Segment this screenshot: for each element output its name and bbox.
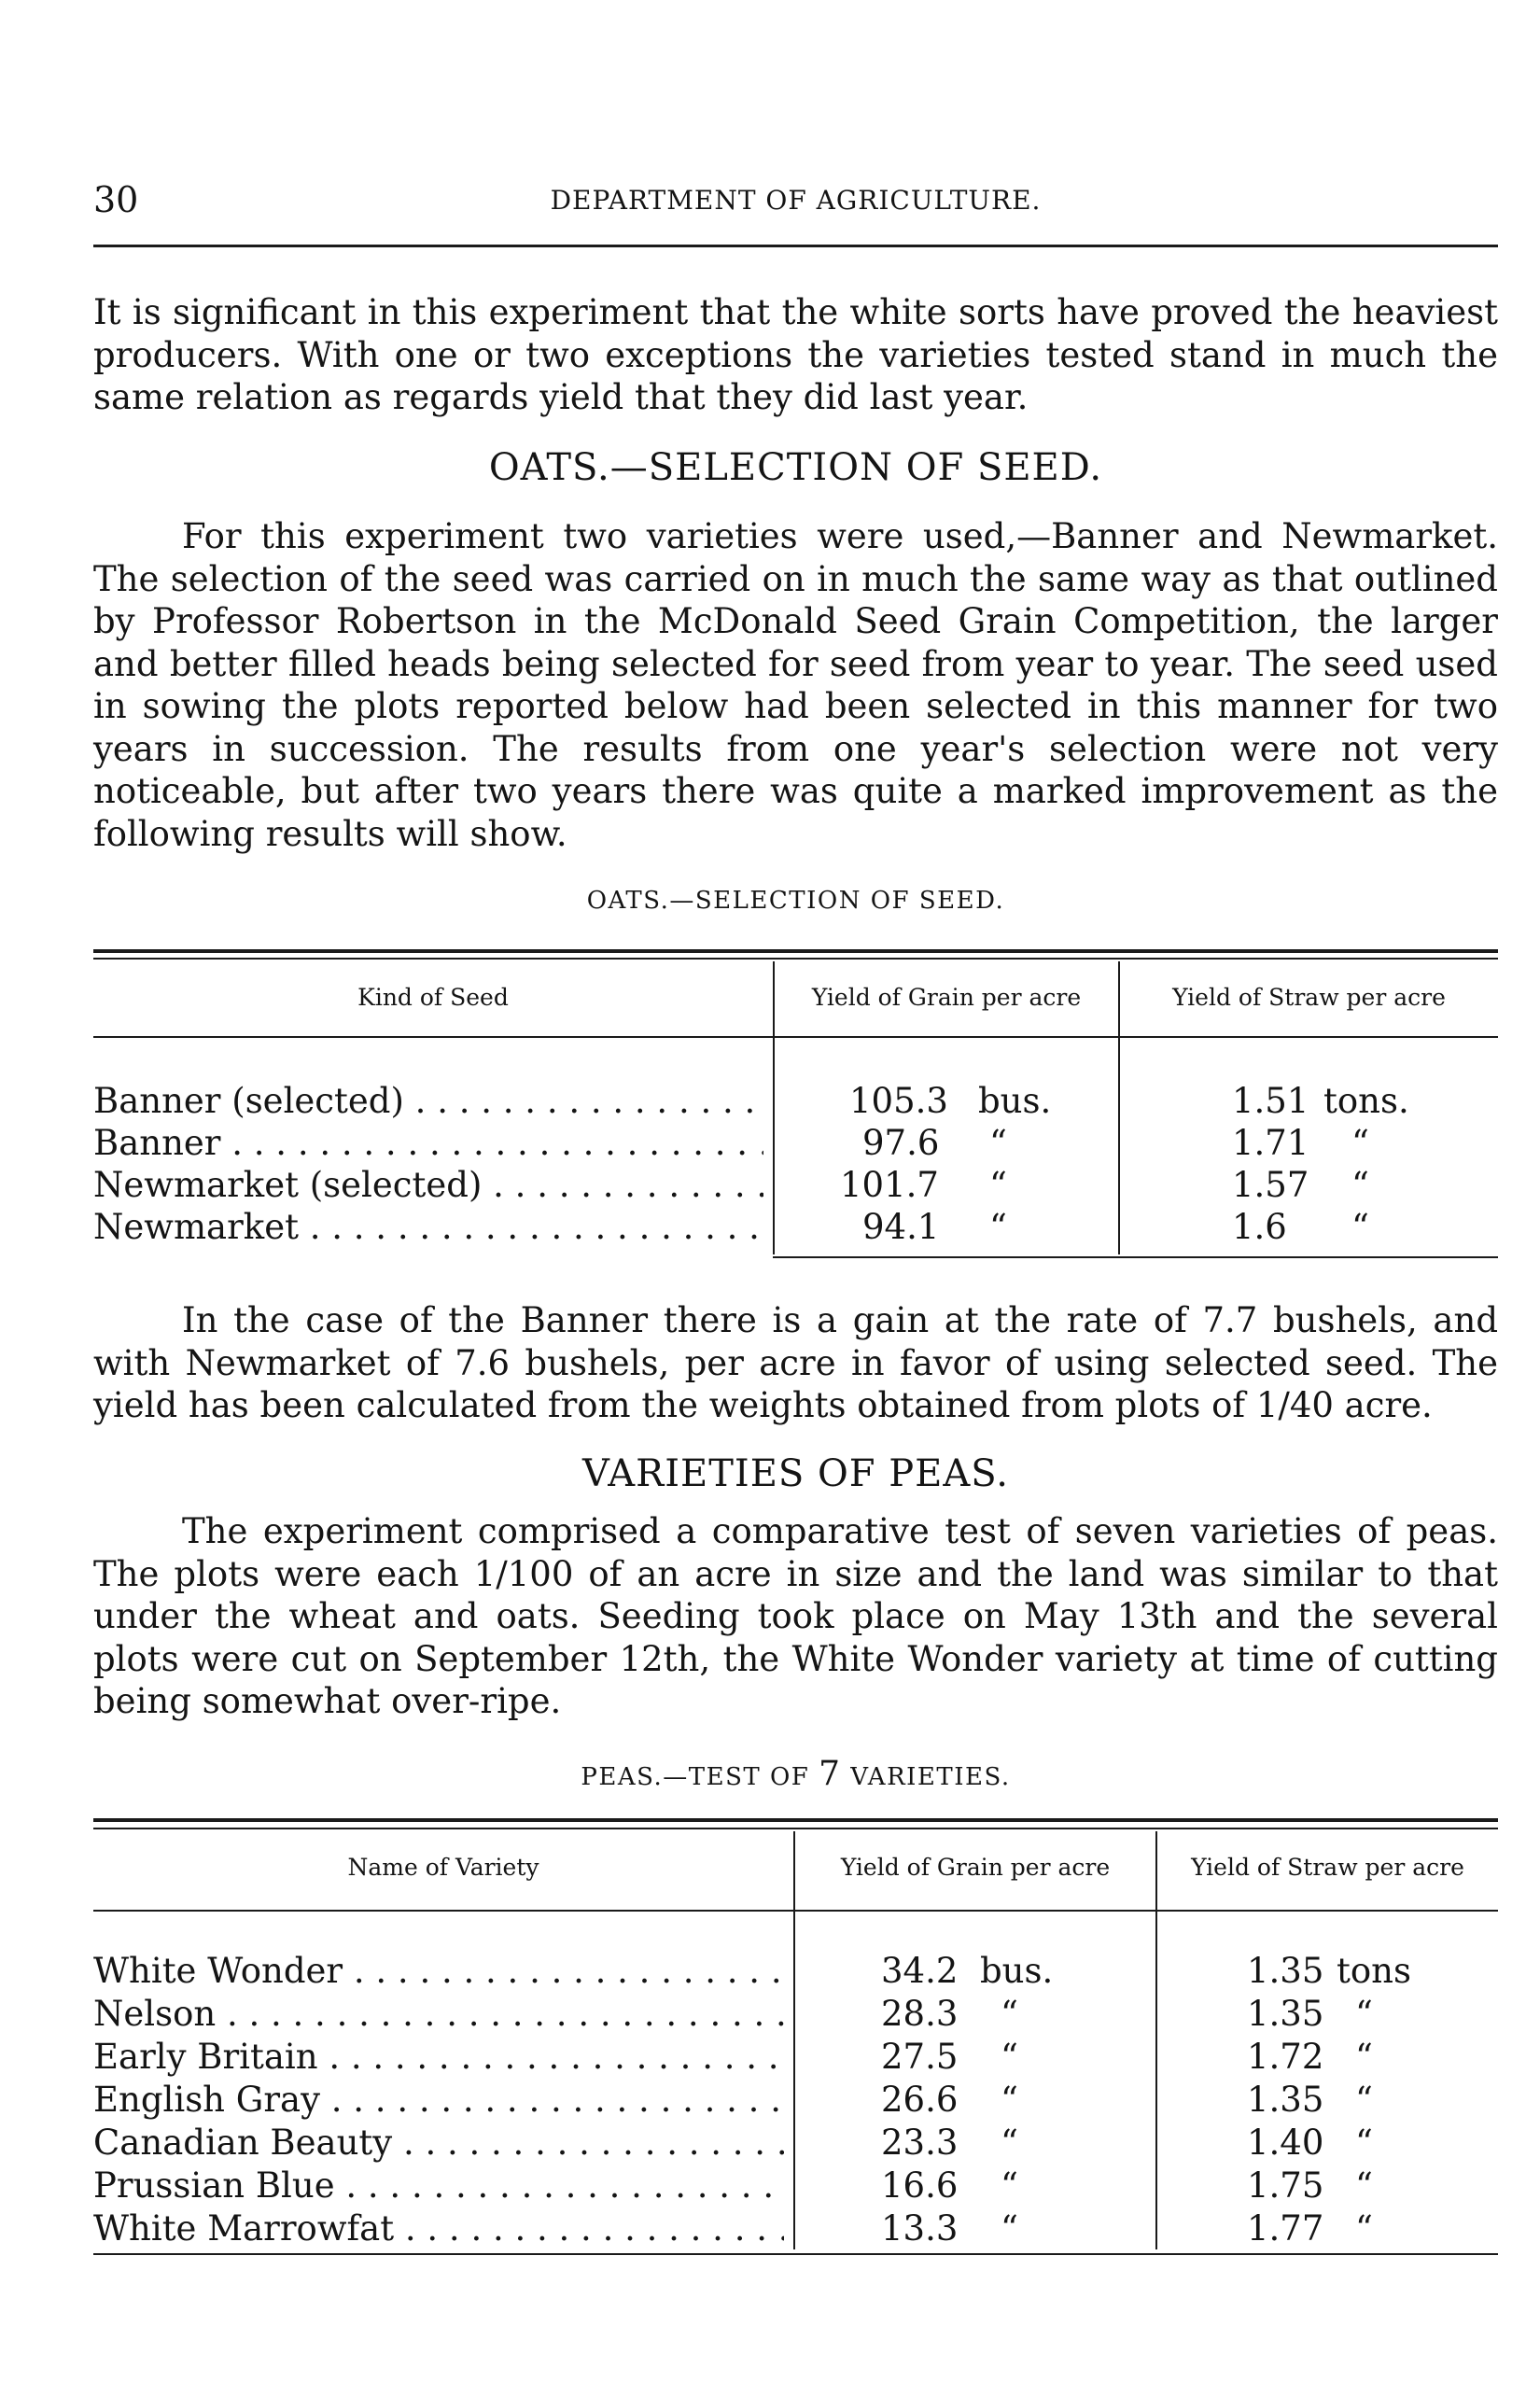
oats-table-title: OATS.—SELECTION OF SEED. — [586, 887, 1005, 915]
variety-name: White Marrowfat . . . — [93, 2208, 784, 2249]
variety-name: Banner (selected) . . . — [93, 1081, 763, 1121]
table-top-rule — [93, 1818, 1498, 1822]
header-bottom-rule — [93, 1910, 1498, 1912]
peas-paragraph: The experiment comprised a comparative test of seven varieties of peas. The plots were each 1/100 of an acre in size and the land was similar to that under the wheat and oats. Seeding took place on May 13th and the several plots were cut on September 12th, the White Wonder variety at time of cutting being somewhat over-ripe. — [93, 1511, 1498, 1721]
oats-after-paragraph: In the case of the Banner there is a gain at the rate of 7.7 bushels, and with Newmarket of 7.6 bushels, per acre in favor of using selected seed. The yield has been calculated from the weights obtained from plots of 1/40 acre. — [93, 1300, 1498, 1425]
straw-yield: 1.71 — [1232, 1123, 1309, 1163]
peas-section-heading: VARIETIES OF PEAS. — [582, 1452, 1009, 1495]
page-number: 30 — [93, 179, 139, 220]
table-bottom-rule — [93, 2253, 1498, 2255]
grain-yield: 105.3 — [849, 1081, 948, 1121]
variety-name: Prussian Blue . . . — [93, 2165, 784, 2206]
straw-unit: “ — [1355, 2165, 1373, 2206]
straw-unit: “ — [1351, 1207, 1369, 1247]
straw-yield: 1.75 — [1247, 2165, 1324, 2206]
variety-name: Banner . . . — [93, 1123, 763, 1163]
column-header-grain: Yield of Grain per acre — [840, 1854, 1111, 1881]
oats-paragraph: For this experiment two varieties were used,—Banner and Newmarket. The selection of the seed was carried on in much the same way as that outlined by Professor Robertson in the McDonald Seed Grain Competition, the larger and better filled heads being selected for seed from year to year. The seed used in sowing the plots reported below had been selected in this manner for two years in succession. The results from one year's selection were not very noticeable, but after two years there was quite a marked improvement as the following results will show. — [93, 516, 1498, 854]
grain-unit: “ — [1001, 2123, 1018, 2163]
straw-yield: 1.72 — [1247, 2037, 1324, 2077]
column-header-variety: Name of Variety — [347, 1854, 539, 1881]
column-divider — [793, 1831, 795, 2249]
straw-yield: 1.40 — [1247, 2123, 1324, 2163]
running-title: DEPARTMENT OF AGRICULTURE. — [550, 185, 1042, 216]
straw-unit: “ — [1355, 2123, 1373, 2163]
column-header-grain: Yield of Grain per acre — [811, 984, 1082, 1011]
straw-yield: 1.35 — [1247, 2080, 1324, 2120]
grain-yield: 26.6 — [881, 2080, 959, 2120]
table-top-rule-2 — [93, 1828, 1498, 1829]
grain-yield: 13.3 — [881, 2208, 959, 2249]
straw-yield: 1.6 — [1232, 1207, 1287, 1247]
column-divider — [1155, 1831, 1157, 2249]
grain-unit: “ — [989, 1207, 1007, 1247]
peas-table-title-post: VARIETIES. — [850, 1763, 1011, 1791]
grain-unit: “ — [1001, 2208, 1018, 2249]
grain-yield: 23.3 — [881, 2123, 959, 2163]
oats-section-heading: OATS.—SELECTION OF SEED. — [488, 446, 1103, 489]
straw-yield: 1.51 — [1232, 1081, 1309, 1121]
grain-yield: 34.2 — [881, 1951, 959, 1991]
grain-yield: 27.5 — [881, 2037, 959, 2077]
variety-name: Early Britain . . . — [93, 2037, 784, 2077]
straw-unit: “ — [1351, 1123, 1369, 1163]
table-top-rule — [93, 949, 1498, 953]
straw-yield: 1.35 — [1247, 1951, 1324, 1991]
straw-yield: 1.57 — [1232, 1165, 1309, 1205]
grain-yield: 94.1 — [862, 1207, 940, 1247]
straw-unit: “ — [1355, 2080, 1373, 2120]
peas-table-title-number: 7 — [819, 1755, 842, 1793]
grain-unit: “ — [989, 1123, 1007, 1163]
grain-yield: 101.7 — [840, 1165, 939, 1205]
grain-yield: 16.6 — [881, 2165, 959, 2206]
table-bottom-rule — [773, 1256, 1498, 1258]
straw-unit: tons — [1337, 1951, 1411, 1991]
grain-unit: “ — [1001, 2080, 1018, 2120]
page-header — [93, 168, 1498, 224]
column-header-straw: Yield of Straw per acre — [1191, 1854, 1464, 1881]
grain-unit: “ — [1001, 2165, 1018, 2206]
peas-table-title — [93, 1755, 1498, 1793]
table-top-rule-2 — [93, 958, 1498, 960]
variety-name: Newmarket . . . — [93, 1207, 763, 1247]
variety-name: White Wonder . . . — [93, 1951, 784, 1991]
variety-name: English Gray . . . — [93, 2080, 784, 2120]
straw-unit: “ — [1355, 1994, 1373, 2034]
variety-name: Newmarket (selected) . . . — [93, 1165, 763, 1205]
peas-table-title-pre: PEAS.—TEST OF — [581, 1763, 810, 1791]
straw-unit: “ — [1355, 2208, 1373, 2249]
variety-name: Nelson . . . — [93, 1994, 784, 2034]
straw-unit: “ — [1355, 2037, 1373, 2077]
straw-unit: “ — [1351, 1165, 1369, 1205]
grain-yield: 28.3 — [881, 1994, 959, 2034]
grain-unit: “ — [1001, 2037, 1018, 2077]
straw-yield: 1.77 — [1247, 2208, 1324, 2249]
grain-unit: bus. — [978, 1081, 1052, 1121]
grain-unit: “ — [1001, 1994, 1018, 2034]
grain-unit: “ — [989, 1165, 1007, 1205]
grain-yield: 97.6 — [862, 1123, 940, 1163]
intro-paragraph: It is significant in this experiment that the white sorts have proved the heaviest producers. With one or two exceptions the varieties tested stand in much the same relation as regards yield that they did last year. — [93, 292, 1498, 417]
header-rule — [93, 245, 1498, 247]
column-header-straw: Yield of Straw per acre — [1172, 984, 1446, 1011]
header-bottom-rule — [93, 1036, 1498, 1038]
straw-yield: 1.35 — [1247, 1994, 1324, 2034]
grain-unit: bus. — [980, 1951, 1054, 1991]
straw-unit: tons. — [1323, 1081, 1409, 1121]
variety-name: Canadian Beauty . . . — [93, 2123, 784, 2163]
column-header-kind: Kind of Seed — [357, 984, 509, 1011]
